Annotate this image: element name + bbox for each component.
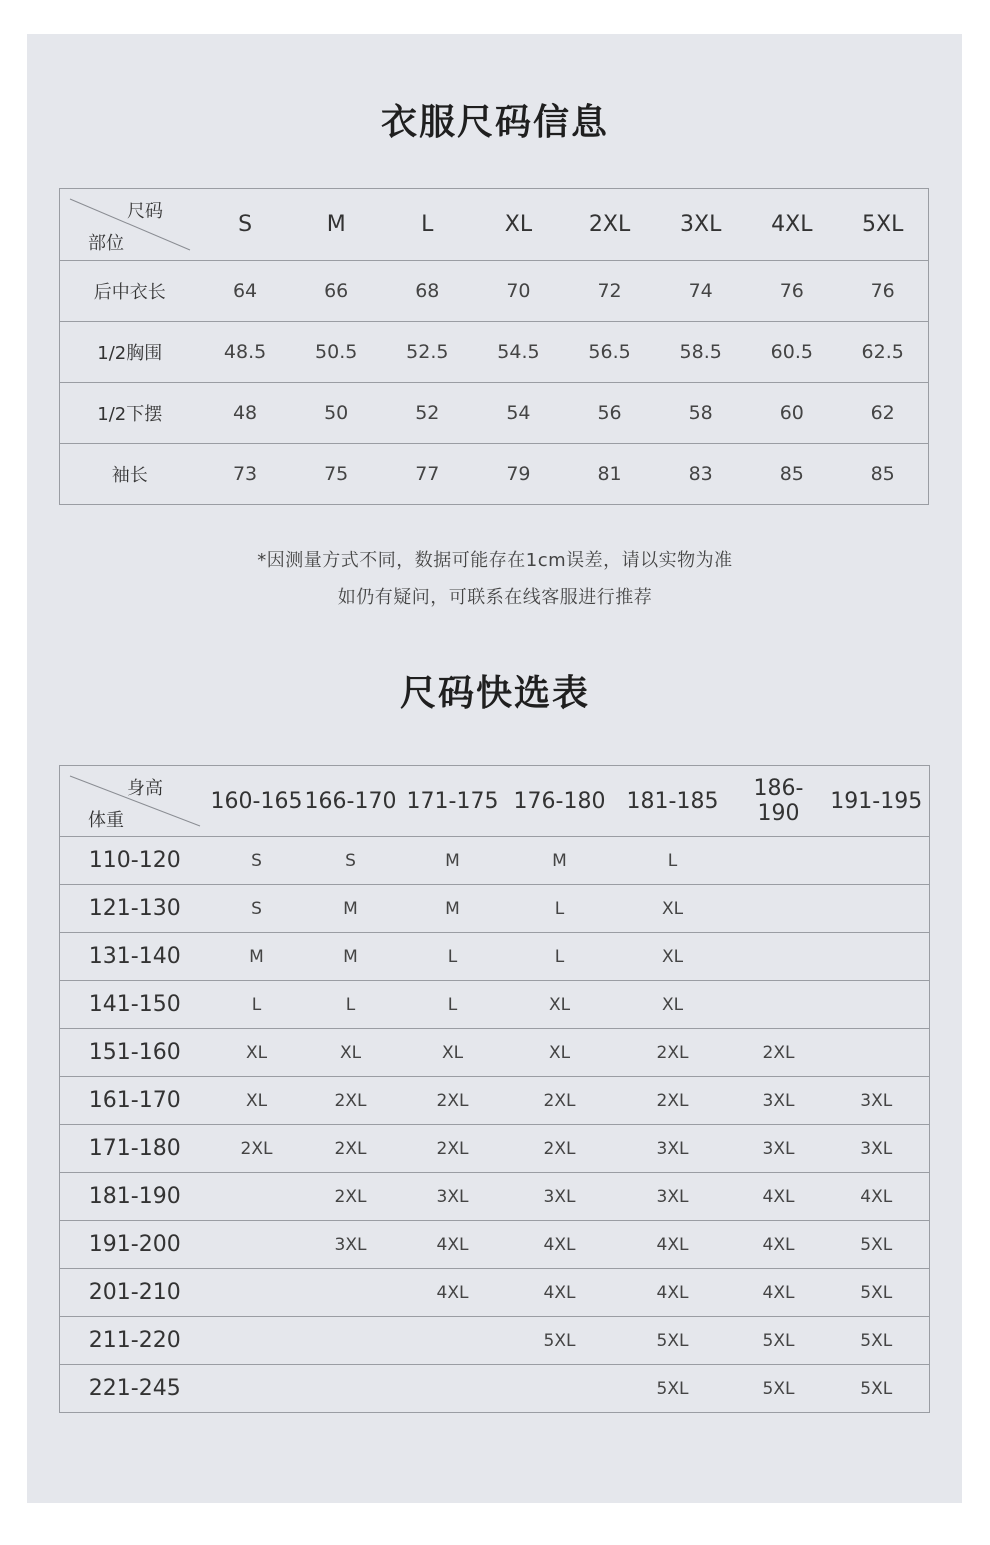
table-cell: 2XL: [734, 1029, 824, 1077]
table-cell: [824, 981, 930, 1029]
table-cell: 54.5: [473, 322, 564, 383]
table-cell: 75: [291, 444, 382, 505]
table-cell: 5XL: [824, 1269, 930, 1317]
row-label: 201-210: [60, 1269, 210, 1317]
quick-select-title: 尺码快选表: [399, 673, 590, 714]
row-label: 171-180: [60, 1125, 210, 1173]
table-cell: [824, 933, 930, 981]
table-cell: 2XL: [398, 1125, 508, 1173]
column-header: 171-175: [406, 788, 499, 814]
table-cell: 4XL: [734, 1269, 824, 1317]
table-cell: M: [210, 933, 304, 981]
row-label: 181-190: [60, 1173, 210, 1221]
table-cell: L: [508, 933, 612, 981]
table-cell: 2XL: [612, 1029, 734, 1077]
table-cell: 3XL: [824, 1125, 930, 1173]
row-label: 后中衣长: [60, 261, 200, 322]
table-cell: 5XL: [734, 1317, 824, 1365]
table-cell: 48: [200, 383, 291, 444]
table-cell: 66: [291, 261, 382, 322]
table-cell: 5XL: [824, 1221, 930, 1269]
table-cell: [734, 933, 824, 981]
table-cell: 4XL: [824, 1173, 930, 1221]
table-row: [60, 1173, 930, 1221]
table-cell: 4XL: [398, 1221, 508, 1269]
table-cell: 5XL: [508, 1317, 612, 1365]
table-cell: [824, 1029, 930, 1077]
table-cell: [508, 1365, 612, 1413]
column-header: 4XL: [771, 212, 813, 237]
corner-header-cell: [60, 189, 200, 261]
table-row: [60, 1365, 930, 1413]
table-cell: 58.5: [655, 322, 746, 383]
table-cell: XL: [612, 981, 734, 1029]
table-cell: [824, 837, 930, 885]
header-row: [60, 766, 930, 837]
table-row: [60, 837, 930, 885]
table-cell: XL: [398, 1029, 508, 1077]
table-cell: M: [304, 885, 398, 933]
table-cell: 3XL: [612, 1173, 734, 1221]
column-header: 186-190: [753, 776, 804, 826]
column-header: 176-180: [513, 788, 606, 814]
column-header: M: [326, 212, 346, 237]
row-label: 1/2胸围: [60, 322, 200, 383]
row-label: 161-170: [60, 1077, 210, 1125]
table-cell: 54: [473, 383, 564, 444]
table-cell: 72: [564, 261, 655, 322]
table-cell: XL: [210, 1029, 304, 1077]
row-label: 110-120: [60, 837, 210, 885]
column-header: 3XL: [680, 212, 722, 237]
table-row: [60, 444, 929, 505]
table-cell: [210, 1221, 304, 1269]
table-cell: 62.5: [837, 322, 928, 383]
table-cell: XL: [612, 933, 734, 981]
table-cell: [398, 1365, 508, 1413]
table-cell: 60: [746, 383, 837, 444]
table-cell: 74: [655, 261, 746, 322]
table-cell: 2XL: [398, 1077, 508, 1125]
table-cell: 4XL: [508, 1221, 612, 1269]
table-cell: 5XL: [824, 1365, 930, 1413]
corner-top-label: 尺码: [127, 201, 163, 222]
row-label: 1/2下摆: [60, 383, 200, 444]
table-cell: XL: [304, 1029, 398, 1077]
table-cell: S: [210, 885, 304, 933]
table-row: [60, 981, 930, 1029]
table-cell: 2XL: [508, 1077, 612, 1125]
table-cell: 64: [200, 261, 291, 322]
corner-bottom-label: 体重: [88, 810, 124, 831]
table-cell: L: [398, 933, 508, 981]
table-row: [60, 261, 929, 322]
table-cell: 5XL: [612, 1365, 734, 1413]
table-cell: XL: [508, 981, 612, 1029]
table-cell: 5XL: [612, 1317, 734, 1365]
row-label: 131-140: [60, 933, 210, 981]
table-cell: [304, 1317, 398, 1365]
table-cell: XL: [612, 885, 734, 933]
row-label: 141-150: [60, 981, 210, 1029]
row-label: 211-220: [60, 1317, 210, 1365]
column-header: L: [421, 212, 434, 237]
table-cell: XL: [508, 1029, 612, 1077]
table-cell: 3XL: [824, 1077, 930, 1125]
column-header: 2XL: [588, 212, 631, 237]
table-cell: 3XL: [734, 1125, 824, 1173]
table-cell: 68: [382, 261, 473, 322]
table-cell: 56: [564, 383, 655, 444]
row-label: 191-200: [60, 1221, 210, 1269]
table-row: [60, 1029, 930, 1077]
column-header: 166-170: [304, 788, 397, 814]
table-cell: 85: [837, 444, 928, 505]
table-cell: L: [398, 981, 508, 1029]
table-cell: [304, 1269, 398, 1317]
table-cell: 2XL: [612, 1077, 734, 1125]
table-row: [60, 1317, 930, 1365]
table-cell: M: [398, 837, 508, 885]
corner-top-label: 身高: [127, 778, 163, 799]
table-cell: 5XL: [824, 1317, 930, 1365]
column-header: 181-185: [626, 788, 719, 814]
table-cell: 58: [655, 383, 746, 444]
table-cell: M: [398, 885, 508, 933]
table-cell: S: [304, 837, 398, 885]
column-header: S: [238, 212, 253, 237]
table-cell: 52: [382, 383, 473, 444]
table-cell: M: [508, 837, 612, 885]
table-cell: S: [210, 837, 304, 885]
table-cell: 4XL: [734, 1221, 824, 1269]
table-cell: 76: [837, 261, 928, 322]
table-cell: 4XL: [508, 1269, 612, 1317]
table-row: [60, 383, 929, 444]
table-cell: XL: [210, 1077, 304, 1125]
table-cell: 62: [837, 383, 928, 444]
header-row: [60, 189, 929, 261]
table-cell: [734, 837, 824, 885]
table-cell: 2XL: [210, 1125, 304, 1173]
table-cell: L: [304, 981, 398, 1029]
table-row: [60, 1077, 930, 1125]
table-cell: [734, 981, 824, 1029]
size-info-title: 衣服尺码信息: [380, 102, 609, 143]
table-cell: 3XL: [612, 1125, 734, 1173]
table-row: [60, 1125, 930, 1173]
table-cell: 83: [655, 444, 746, 505]
table-cell: L: [508, 885, 612, 933]
table-cell: 50.5: [291, 322, 382, 383]
table-cell: 2XL: [304, 1125, 398, 1173]
table-cell: 3XL: [304, 1221, 398, 1269]
table-cell: 85: [746, 444, 837, 505]
table-cell: 76: [746, 261, 837, 322]
column-header: 5XL: [862, 212, 904, 237]
table-cell: L: [612, 837, 734, 885]
quick-select-table: [59, 765, 930, 1413]
table-cell: 60.5: [746, 322, 837, 383]
table-cell: 48.5: [200, 322, 291, 383]
table-cell: L: [210, 981, 304, 1029]
table-cell: 5XL: [734, 1365, 824, 1413]
corner-bottom-label: 部位: [88, 233, 124, 254]
table-cell: 77: [382, 444, 473, 505]
column-header: 191-195: [830, 788, 923, 814]
row-label: 151-160: [60, 1029, 210, 1077]
table-cell: 3XL: [508, 1173, 612, 1221]
table-cell: 2XL: [304, 1077, 398, 1125]
column-header: 160-165: [210, 788, 303, 814]
table-cell: 79: [473, 444, 564, 505]
table-row: [60, 885, 930, 933]
table-cell: [210, 1317, 304, 1365]
table-cell: 56.5: [564, 322, 655, 383]
table-cell: 4XL: [398, 1269, 508, 1317]
table-cell: 3XL: [398, 1173, 508, 1221]
table-row: [60, 322, 929, 383]
table-cell: 4XL: [734, 1173, 824, 1221]
row-label: 121-130: [60, 885, 210, 933]
table-cell: 2XL: [508, 1125, 612, 1173]
table-cell: 73: [200, 444, 291, 505]
row-label: 221-245: [60, 1365, 210, 1413]
table-cell: 4XL: [612, 1221, 734, 1269]
size-info-table: [59, 188, 929, 505]
table-row: [60, 933, 930, 981]
table-cell: 81: [564, 444, 655, 505]
table-row: [60, 1221, 930, 1269]
table-cell: 52.5: [382, 322, 473, 383]
column-header: XL: [504, 212, 533, 237]
table-cell: [824, 885, 930, 933]
table-cell: [304, 1365, 398, 1413]
table-cell: [210, 1365, 304, 1413]
row-label: 袖长: [60, 444, 200, 505]
measurement-note: *因测量方式不同，数据可能存在1cm误差，请以实物为准: [257, 550, 733, 571]
table-cell: 50: [291, 383, 382, 444]
table-cell: 3XL: [734, 1077, 824, 1125]
table-cell: [398, 1317, 508, 1365]
table-cell: M: [304, 933, 398, 981]
table-row: [60, 1269, 930, 1317]
contact-note: 如仍有疑问，可联系在线客服进行推荐: [337, 587, 653, 608]
table-cell: [734, 885, 824, 933]
table-cell: [210, 1269, 304, 1317]
table-cell: 70: [473, 261, 564, 322]
corner-header-cell: [60, 766, 210, 837]
table-cell: [210, 1173, 304, 1221]
table-cell: 4XL: [612, 1269, 734, 1317]
table-cell: 2XL: [304, 1173, 398, 1221]
